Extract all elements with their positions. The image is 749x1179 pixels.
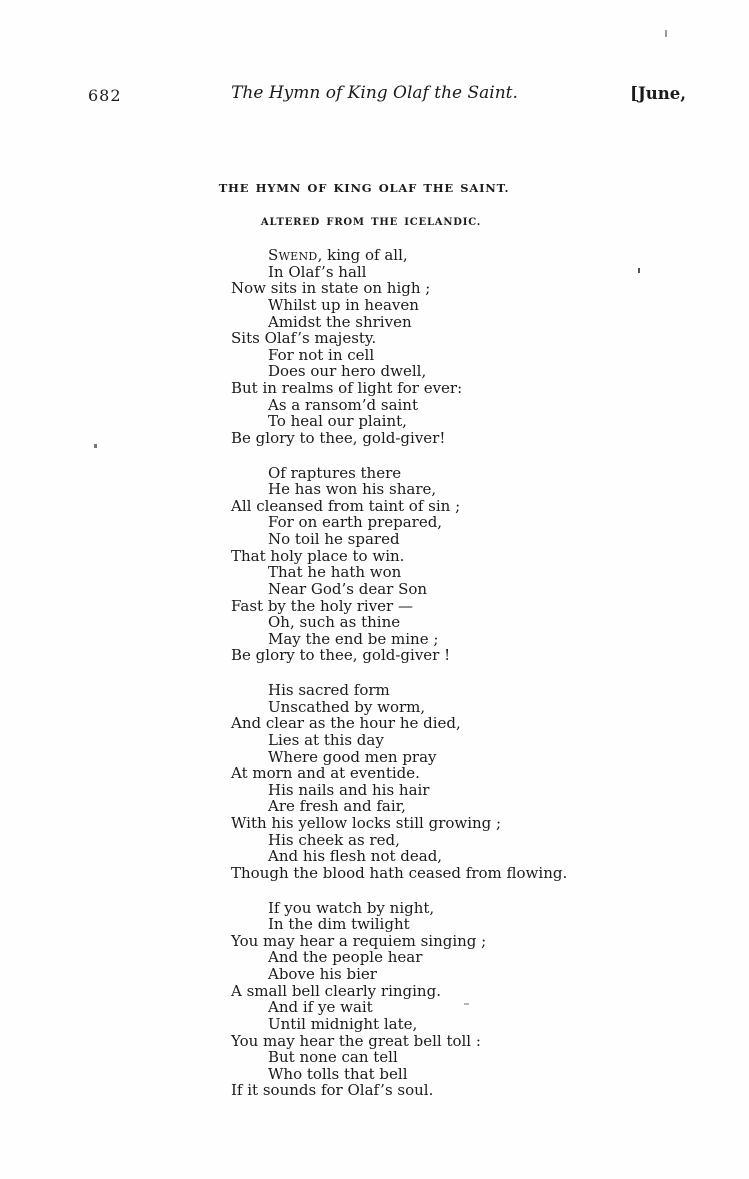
page-number: 682	[88, 86, 122, 105]
poem-line: Swend, king of all,	[268, 246, 408, 264]
poem-line: His cheek as red,	[268, 830, 400, 849]
poem-line: Now sits in state on high ;	[231, 279, 431, 298]
poem-line: And the people hear	[268, 948, 423, 967]
poem-line: A small bell clearly ringing.	[231, 981, 441, 1000]
poem-line: In Olaf’s hall	[268, 262, 367, 281]
poem-line: But none can tell	[268, 1048, 398, 1067]
poem-line: For not in cell	[268, 345, 375, 364]
poem-line: Of raptures there	[268, 463, 402, 482]
poem-line: Does our hero dwell,	[268, 362, 427, 381]
scan-artifact	[638, 268, 640, 273]
poem-line: Be glory to thee, gold-giver!	[231, 428, 446, 447]
poem-line: And clear as the hour he died,	[231, 714, 461, 733]
poem-line: May the end be mine ;	[268, 629, 439, 648]
poem-line: Near God’s dear Son	[268, 579, 428, 598]
stanza-2	[231, 465, 567, 665]
poem-line: Sits Olaf’s majesty.	[231, 329, 377, 348]
poem-line: Are fresh and fair,	[268, 797, 406, 816]
stanza-3	[231, 682, 567, 882]
poem-line: Lies at this day	[268, 730, 384, 749]
scan-artifact	[464, 1003, 469, 1005]
poem-subtitle: ALTERED FROM THE ICELANDIC.	[260, 217, 482, 228]
poem-line: That holy place to win.	[231, 546, 405, 565]
poem-line: Though the blood hath ceased from flowing.	[231, 863, 568, 882]
poem-line: His sacred form	[268, 681, 390, 699]
poem-line: Above his bier	[268, 965, 377, 983]
poem-line: In the dim twilight	[268, 915, 410, 934]
poem-line: Oh, such as thine	[268, 613, 401, 632]
poem-line: You may hear a requiem singing ;	[231, 931, 487, 950]
poem-line: And his flesh not dead,	[268, 847, 443, 866]
poem-title: THE HYMN OF KING OLAF THE SAINT.	[218, 181, 510, 195]
stanza-1	[231, 247, 567, 447]
poem-line: He has won his share,	[268, 480, 437, 499]
poem-line: His nails and his hair	[268, 780, 430, 799]
poem-line: And if ye wait	[268, 998, 373, 1017]
poem-line: Who tolls that bell	[268, 1064, 408, 1083]
stanza-4	[231, 900, 567, 1100]
poem-line: No toil he spared	[268, 530, 400, 548]
poem-line: All cleansed from taint of sin ;	[231, 496, 461, 515]
poem-line: Amidst the shriven	[268, 312, 412, 331]
poem-line: That he hath won	[268, 563, 402, 582]
poem-line: At morn and at eventide.	[231, 764, 420, 783]
poem-line: Be glory to thee, gold-giver !	[231, 646, 451, 665]
poem-line: Whilst up in heaven	[268, 295, 419, 314]
poem-line: As a ransom’d saint	[268, 395, 418, 414]
poem-body	[231, 247, 567, 1099]
poem-line: To heal our plaint,	[268, 412, 407, 431]
poem-line: Fast by the holy river —	[231, 596, 413, 615]
poem-line: For on earth prepared,	[268, 513, 443, 532]
poem-line: With his yellow locks still growing ;	[231, 814, 502, 832]
running-header	[0, 83, 749, 107]
smallcaps-lead-word: Swend	[268, 246, 318, 264]
running-title: The Hymn of King Olaf the Saint.	[231, 83, 518, 103]
poem-line: Where good men pray	[268, 747, 437, 766]
issue-date-label: [June,	[630, 84, 686, 103]
poem-line: Unscathed by worm,	[268, 697, 426, 716]
scan-artifact	[94, 444, 97, 448]
poem-line: You may hear the great bell toll :	[231, 1031, 481, 1050]
poem-line: If you watch by night,	[268, 898, 435, 917]
poem-line: But in realms of light for ever:	[231, 379, 463, 397]
poem-line: Until midnight late,	[268, 1014, 418, 1033]
scan-artifact	[665, 30, 667, 37]
poem-line: If it sounds for Olaf’s soul.	[231, 1081, 434, 1100]
